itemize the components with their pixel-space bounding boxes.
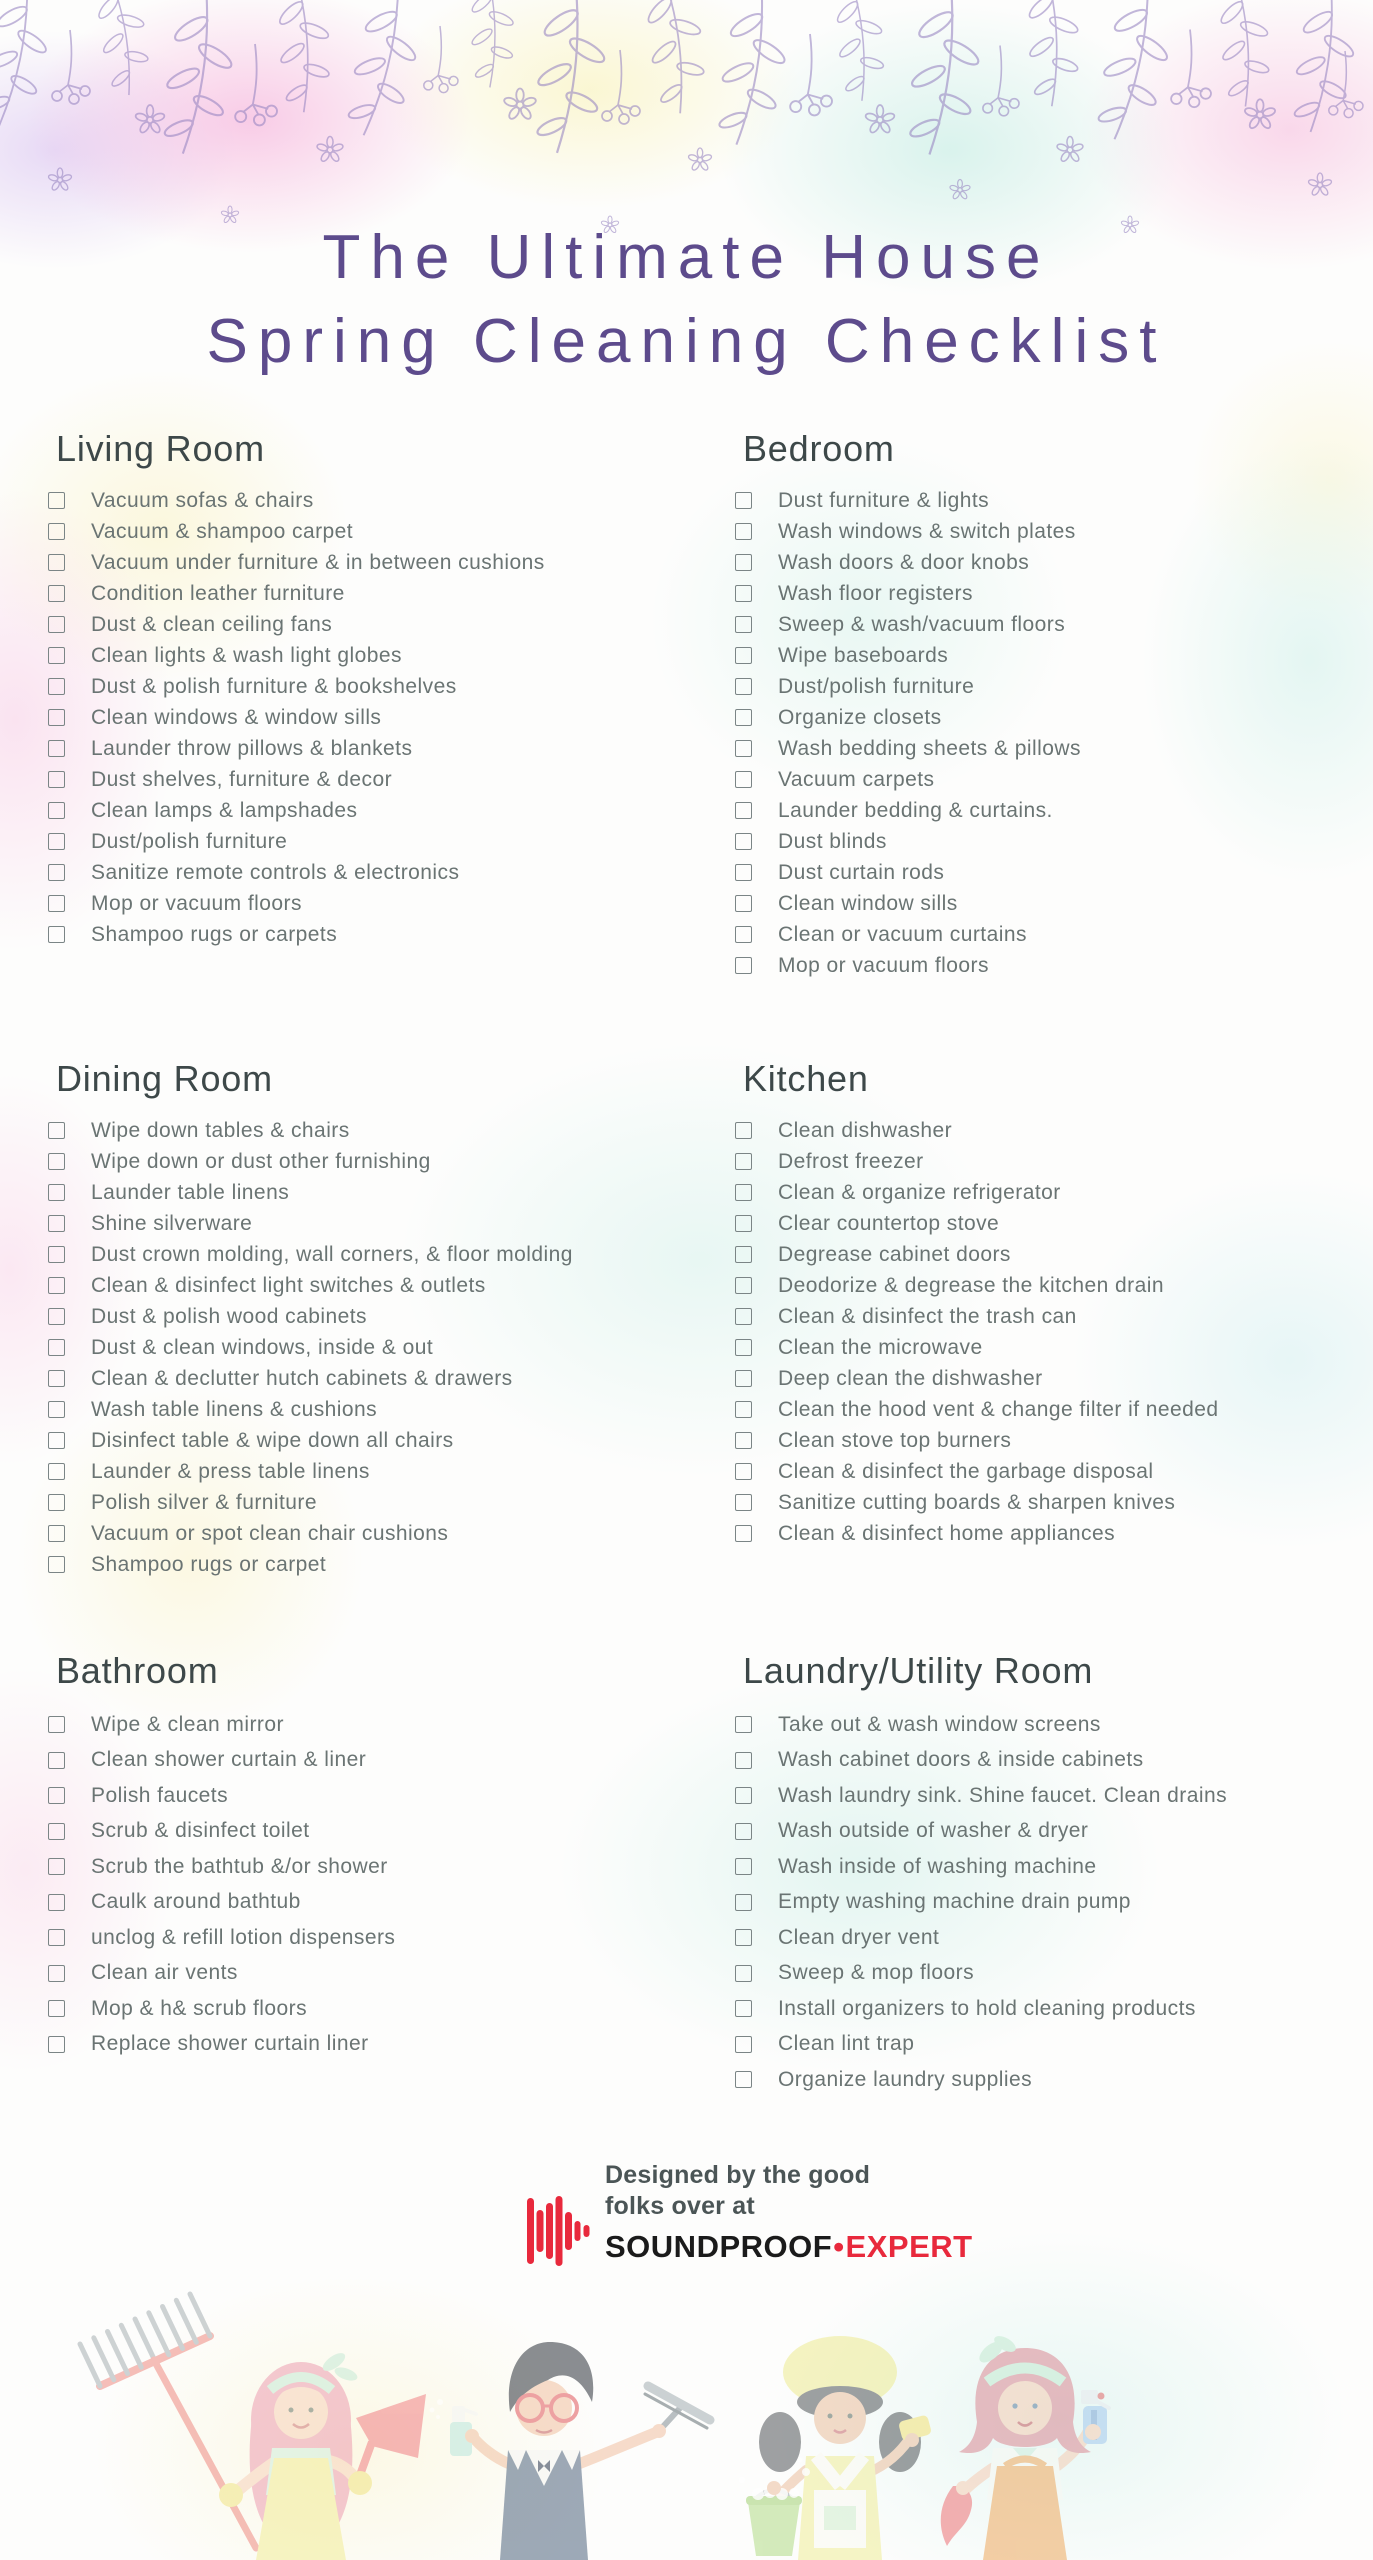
- checklist-item: [48, 1394, 693, 1425]
- checklist-item: [735, 795, 1373, 826]
- checklist-item: [735, 1332, 1373, 1363]
- checklist-item-label: Scrub & disinfect toilet: [91, 1819, 310, 1843]
- checklist-item-label: Wash outside of washer & dryer: [778, 1819, 1089, 1843]
- checklist-item-label: Scrub the bathtub &/or shower: [91, 1854, 388, 1878]
- checklist-item: [48, 1885, 693, 1921]
- checklist-item-label: Mop & h& scrub floors: [91, 1996, 308, 2020]
- checklist-item-label: Caulk around bathtub: [91, 1890, 301, 1914]
- checklist-item-label: Dust blinds: [778, 829, 887, 853]
- checklist-item: [48, 1177, 693, 1208]
- checklist-item: [735, 1920, 1373, 1956]
- checklist-item-label: Clean stove top burners: [778, 1428, 1012, 1452]
- footer-tagline-line1: Designed by the good: [605, 2161, 871, 2189]
- checklist-item: [735, 1146, 1373, 1177]
- checklist-item-label: Vacuum or spot clean chair cushions: [91, 1521, 449, 1545]
- maid-with-spray-bottle-illustration: [941, 2333, 1109, 2560]
- section-heading: Living Room: [56, 428, 265, 469]
- checklist-item-label: Clean the microwave: [778, 1335, 983, 1359]
- checkbox-icon[interactable]: [735, 1525, 752, 1542]
- footer-tagline-line2: folks over at: [605, 2192, 755, 2220]
- checkbox-icon[interactable]: [735, 554, 752, 571]
- checkbox-icon[interactable]: [48, 1463, 65, 1480]
- checklist-item-label: Sweep & wash/vacuum floors: [778, 612, 1066, 636]
- checkbox-icon[interactable]: [48, 740, 65, 757]
- checkbox-icon[interactable]: [735, 1401, 752, 1418]
- checkbox-icon[interactable]: [48, 1752, 65, 1769]
- checklist-item-label: Clean window sills: [778, 891, 958, 915]
- checkbox-icon[interactable]: [735, 1184, 752, 1201]
- maid-with-rake-illustration: [80, 2294, 426, 2560]
- checkbox-icon[interactable]: [735, 2071, 752, 2088]
- checklist-item-label: Clean lights & wash light globes: [91, 643, 402, 667]
- section-kitchen: [735, 1058, 1373, 1549]
- checklist-item: [48, 1814, 693, 1850]
- checklist-item: [735, 485, 1373, 516]
- checklist-item: [48, 1208, 693, 1239]
- checkbox-icon[interactable]: [48, 2000, 65, 2017]
- checkbox-icon[interactable]: [48, 1929, 65, 1946]
- checkbox-icon[interactable]: [48, 895, 65, 912]
- checklist-item: [735, 609, 1373, 640]
- checklist-item-label: Defrost freezer: [778, 1149, 924, 1173]
- checklist-item-label: Sanitize cutting boards & sharpen knives: [778, 1490, 1176, 1514]
- checklist-item: [48, 733, 693, 764]
- checklist-item-label: Wash windows & switch plates: [778, 519, 1076, 543]
- checklist-item-label: Polish silver & furniture: [91, 1490, 317, 1514]
- section-heading: Bathroom: [56, 1650, 219, 1691]
- checklist-item: [735, 1115, 1373, 1146]
- checklist-item-label: Launder table linens: [91, 1180, 290, 1204]
- checkbox-icon[interactable]: [735, 2000, 752, 2017]
- checklist: [735, 1707, 1373, 2098]
- checkbox-icon[interactable]: [735, 1339, 752, 1356]
- checkbox-icon[interactable]: [48, 1122, 65, 1139]
- title-line-2: Spring Cleaning Checklist: [206, 307, 1167, 376]
- checklist-item: [735, 1363, 1373, 1394]
- checkbox-icon[interactable]: [48, 771, 65, 788]
- checklist-item-label: Vacuum & shampoo carpet: [91, 519, 354, 543]
- checkbox-icon[interactable]: [735, 1370, 752, 1387]
- checklist: [735, 1115, 1373, 1549]
- checklist-item: [48, 547, 693, 578]
- checklist-item: [735, 1487, 1373, 1518]
- checklist-item-label: Launder throw pillows & blankets: [91, 736, 413, 760]
- checklist-item: [48, 1849, 693, 1885]
- checkbox-icon[interactable]: [48, 554, 65, 571]
- checkbox-icon[interactable]: [48, 523, 65, 540]
- section-dining-room: [48, 1058, 693, 1580]
- checklist-item-label: Deep clean the dishwasher: [778, 1366, 1043, 1390]
- checkbox-icon[interactable]: [48, 1370, 65, 1387]
- checklist-item-label: Clean or vacuum curtains: [778, 922, 1027, 946]
- checklist-item: [48, 702, 693, 733]
- checklist-item-label: Wash floor registers: [778, 581, 973, 605]
- checklist-item: [48, 1549, 693, 1580]
- checkbox-icon[interactable]: [735, 1752, 752, 1769]
- checklist-item: [48, 640, 693, 671]
- checklist-item: [48, 1991, 693, 2027]
- cleaner-with-squeegee-illustration: [430, 2342, 711, 2560]
- checkbox-icon[interactable]: [735, 1494, 752, 1511]
- checklist-item: [48, 516, 693, 547]
- checklist-item-label: Clean dishwasher: [778, 1118, 953, 1142]
- checklist-item: [48, 1707, 693, 1743]
- checkbox-icon[interactable]: [735, 678, 752, 695]
- checkbox-icon[interactable]: [735, 616, 752, 633]
- checkbox-icon[interactable]: [735, 1277, 752, 1294]
- cleaning-crew-illustration: [0, 2290, 1373, 2560]
- checkbox-icon[interactable]: [48, 492, 65, 509]
- checklist-item-label: Shine silverware: [91, 1211, 253, 1235]
- checklist-item-label: Disinfect table & wipe down all chairs: [91, 1428, 454, 1452]
- section-heading: Bedroom: [743, 428, 895, 469]
- checklist-item-label: Dust & clean windows, inside & out: [91, 1335, 434, 1359]
- checklist-item: [735, 1301, 1373, 1332]
- checklist-item-label: Mop or vacuum floors: [778, 953, 989, 977]
- checklist-item-label: Wash inside of washing machine: [778, 1854, 1097, 1878]
- checkbox-icon[interactable]: [735, 957, 752, 974]
- checklist-item-label: Dust/polish furniture: [91, 829, 288, 853]
- checklist-item-label: Degrease cabinet doors: [778, 1242, 1011, 1266]
- checklist-item: [735, 733, 1373, 764]
- checklist-item-label: Vacuum sofas & chairs: [91, 488, 314, 512]
- checkbox-icon[interactable]: [735, 926, 752, 943]
- brand-wordmark: [605, 2229, 973, 2265]
- checkbox-icon[interactable]: [48, 1277, 65, 1294]
- checkbox-icon[interactable]: [735, 1929, 752, 1946]
- section-bathroom: [48, 1650, 693, 2062]
- checklist-item: [735, 1743, 1373, 1779]
- checklist-item: [735, 516, 1373, 547]
- checklist: [48, 1707, 693, 2062]
- checklist-item: [48, 1425, 693, 1456]
- checklist-item: [48, 1456, 693, 1487]
- checklist-item-label: Wash bedding sheets & pillows: [778, 736, 1081, 760]
- checklist-item-label: unclog & refill lotion dispensers: [91, 1925, 396, 1949]
- checklist-item: [735, 1956, 1373, 1992]
- checkbox-icon[interactable]: [735, 1787, 752, 1804]
- checkbox-icon[interactable]: [48, 1246, 65, 1263]
- checkbox-icon[interactable]: [735, 1215, 752, 1232]
- checklist-item-label: Dust crown molding, wall corners, & floor molding: [91, 1242, 573, 1266]
- footer-credit: [527, 2160, 973, 2265]
- checklist-item-label: Condition leather furniture: [91, 581, 345, 605]
- checkbox-icon[interactable]: [735, 585, 752, 602]
- checkbox-icon[interactable]: [48, 1432, 65, 1449]
- checklist-item: [48, 485, 693, 516]
- checklist-item: [48, 1146, 693, 1177]
- maid-with-bucket-illustration: [739, 2336, 932, 2560]
- checklist-item: [735, 1177, 1373, 1208]
- checklist-item: [735, 2027, 1373, 2063]
- section-bedroom: [735, 428, 1373, 981]
- checklist-item: [735, 578, 1373, 609]
- checklist-item-label: Wash laundry sink. Shine faucet. Clean drains: [778, 1783, 1228, 1807]
- checkbox-icon[interactable]: [48, 1401, 65, 1418]
- checkbox-icon[interactable]: [48, 647, 65, 664]
- checklist-item: [48, 1270, 693, 1301]
- checkbox-icon[interactable]: [735, 864, 752, 881]
- checklist-item: [48, 1956, 693, 1992]
- checkbox-icon[interactable]: [735, 523, 752, 540]
- checklist-item-label: Shampoo rugs or carpets: [91, 922, 338, 946]
- checklist-item-label: Clean shower curtain & liner: [91, 1748, 367, 1772]
- checkbox-icon[interactable]: [48, 1494, 65, 1511]
- checklist-item: [48, 1332, 693, 1363]
- checkbox-icon[interactable]: [735, 492, 752, 509]
- checklist-item-label: Replace shower curtain liner: [91, 2032, 369, 2056]
- section-living-room: [48, 428, 693, 950]
- checkbox-icon[interactable]: [735, 1823, 752, 1840]
- checkbox-icon[interactable]: [48, 1858, 65, 1875]
- checkbox-icon[interactable]: [48, 1894, 65, 1911]
- brand-expert-label: EXPERT: [845, 2229, 973, 2264]
- checklist-item-label: Dust & clean ceiling fans: [91, 612, 333, 636]
- checklist-item-label: Shampoo rugs or carpet: [91, 1552, 327, 1576]
- checkbox-icon[interactable]: [48, 1823, 65, 1840]
- checklist-item-label: Launder & press table linens: [91, 1459, 370, 1483]
- checklist-item: [735, 1456, 1373, 1487]
- checkbox-icon[interactable]: [735, 1965, 752, 1982]
- checkbox-icon[interactable]: [48, 1215, 65, 1232]
- checklist-item-label: Wipe & clean mirror: [91, 1712, 284, 1736]
- checklist-item: [48, 1487, 693, 1518]
- checklist-item: [48, 857, 693, 888]
- checklist-item: [48, 609, 693, 640]
- checklist-item-label: Organize laundry supplies: [778, 2067, 1033, 2091]
- checklist: [48, 1115, 693, 1580]
- checkbox-icon[interactable]: [48, 1716, 65, 1733]
- checklist: [48, 485, 693, 950]
- checklist-item-label: Dust shelves, furniture & decor: [91, 767, 393, 791]
- checklist-item-label: Polish faucets: [91, 1783, 229, 1807]
- checkbox-icon[interactable]: [48, 833, 65, 850]
- checklist-item: [735, 1425, 1373, 1456]
- checklist-item: [735, 1991, 1373, 2027]
- footer-text-block: [605, 2160, 973, 2265]
- checklist-item: [735, 1239, 1373, 1270]
- checklist-item-label: Clean windows & window sills: [91, 705, 382, 729]
- checklist-item: [48, 1920, 693, 1956]
- checklist-item-label: Clean & disinfect home appliances: [778, 1521, 1116, 1545]
- checkbox-icon[interactable]: [48, 1153, 65, 1170]
- checkbox-icon[interactable]: [48, 1525, 65, 1542]
- checklist-item-label: Mop or vacuum floors: [91, 891, 302, 915]
- checklist-item-label: Take out & wash window screens: [778, 1712, 1101, 1736]
- checklist-item: [48, 1115, 693, 1146]
- checkbox-icon[interactable]: [735, 1894, 752, 1911]
- checklist-item-label: Sanitize remote controls & electronics: [91, 860, 460, 884]
- page-title: [0, 216, 1373, 384]
- checklist-item-label: Dust & polish wood cabinets: [91, 1304, 367, 1328]
- checkbox-icon[interactable]: [735, 2036, 752, 2053]
- checklist-item-label: Clean & organize refrigerator: [778, 1180, 1061, 1204]
- checklist-item: [48, 578, 693, 609]
- checkbox-icon[interactable]: [48, 1556, 65, 1573]
- checklist-item-label: Clean the hood vent & change filter if needed: [778, 1397, 1219, 1421]
- checkbox-icon[interactable]: [735, 771, 752, 788]
- checklist-item: [48, 1301, 693, 1332]
- checklist-item: [48, 1743, 693, 1779]
- checkbox-icon[interactable]: [735, 802, 752, 819]
- checklist-item: [735, 857, 1373, 888]
- checklist-item: [48, 919, 693, 950]
- checklist-item-label: Clean air vents: [91, 1961, 238, 1985]
- checklist-item: [735, 1885, 1373, 1921]
- checkbox-icon[interactable]: [48, 678, 65, 695]
- checkbox-icon[interactable]: [735, 1858, 752, 1875]
- checklist-item: [735, 888, 1373, 919]
- checkbox-icon[interactable]: [735, 647, 752, 664]
- checkbox-icon[interactable]: [735, 1716, 752, 1733]
- checklist-item: [48, 1778, 693, 1814]
- checklist-item-label: Clean lint trap: [778, 2032, 915, 2056]
- checklist-item: [735, 1270, 1373, 1301]
- checklist-item-label: Wash cabinet doors & inside cabinets: [778, 1748, 1144, 1772]
- title-line-1: The Ultimate House: [322, 223, 1051, 292]
- checklist-item-label: Vacuum under furniture & in between cushions: [91, 550, 545, 574]
- checklist-item: [48, 764, 693, 795]
- section-laundry-utility-room: [735, 1650, 1373, 2098]
- checkbox-icon[interactable]: [48, 802, 65, 819]
- checklist-item-label: Wipe baseboards: [778, 643, 949, 667]
- checklist-item: [48, 1239, 693, 1270]
- checklist-item: [735, 1394, 1373, 1425]
- checklist-item-label: Dust furniture & lights: [778, 488, 990, 512]
- checkbox-icon[interactable]: [48, 616, 65, 633]
- checklist-item: [735, 1849, 1373, 1885]
- checkbox-icon[interactable]: [735, 1122, 752, 1139]
- checkbox-icon[interactable]: [735, 1463, 752, 1480]
- checkbox-icon[interactable]: [48, 709, 65, 726]
- checklist-item-label: Clean & disinfect the trash can: [778, 1304, 1077, 1328]
- checklist-item: [48, 2027, 693, 2063]
- section-heading: Dining Room: [56, 1058, 273, 1099]
- checklist-item-label: Clear countertop stove: [778, 1211, 1000, 1235]
- checklist-item: [48, 795, 693, 826]
- checklist-item-label: Dust/polish furniture: [778, 674, 975, 698]
- checklist-item: [735, 919, 1373, 950]
- checklist-item: [48, 671, 693, 702]
- checklist-item-label: Dust & polish furniture & bookshelves: [91, 674, 457, 698]
- checklist-item: [48, 826, 693, 857]
- checklist-item-label: Wipe down tables & chairs: [91, 1118, 350, 1142]
- checkbox-icon[interactable]: [735, 1308, 752, 1325]
- checklist-item: [735, 1814, 1373, 1850]
- checklist-item: [735, 1707, 1373, 1743]
- checklist-item: [735, 1208, 1373, 1239]
- checklist-item: [735, 671, 1373, 702]
- checkbox-icon[interactable]: [48, 926, 65, 943]
- checklist-item-label: Dust curtain rods: [778, 860, 945, 884]
- checklist-item-label: Wash table linens & cushions: [91, 1397, 378, 1421]
- checklist-item-label: Launder bedding & curtains.: [778, 798, 1053, 822]
- checklist-item-label: Install organizers to hold cleaning products: [778, 1996, 1196, 2020]
- checkbox-icon[interactable]: [735, 833, 752, 850]
- checklist-item-label: Clean & disinfect the garbage disposal: [778, 1459, 1154, 1483]
- checkbox-icon[interactable]: [735, 895, 752, 912]
- checkbox-icon[interactable]: [735, 1246, 752, 1263]
- soundwave-bars-icon: [527, 2194, 593, 2268]
- checkbox-icon[interactable]: [735, 740, 752, 757]
- checklist-item-label: Clean lamps & lampshades: [91, 798, 358, 822]
- checkbox-icon[interactable]: [48, 864, 65, 881]
- checkbox-icon[interactable]: [48, 1184, 65, 1201]
- brand-dot-icon: •: [833, 2229, 845, 2264]
- checkbox-icon[interactable]: [48, 1965, 65, 1982]
- checklist-item: [735, 1778, 1373, 1814]
- checklist-item: [735, 1518, 1373, 1549]
- checklist-item-label: Clean & disinfect light switches & outlets: [91, 1273, 486, 1297]
- section-heading: Laundry/Utility Room: [743, 1650, 1094, 1691]
- checklist-item: [735, 764, 1373, 795]
- checklist-item: [735, 826, 1373, 857]
- checklist: [735, 485, 1373, 981]
- checkbox-icon[interactable]: [48, 2036, 65, 2053]
- checklist-item: [48, 888, 693, 919]
- checklist-item-label: Organize closets: [778, 705, 942, 729]
- checklist-item: [735, 640, 1373, 671]
- checkbox-icon[interactable]: [735, 1153, 752, 1170]
- checkbox-icon[interactable]: [48, 1308, 65, 1325]
- checklist-item: [735, 547, 1373, 578]
- checklist-item: [735, 2062, 1373, 2098]
- checklist-item-label: Clean dryer vent: [778, 1925, 940, 1949]
- checklist-item-label: Vacuum carpets: [778, 767, 935, 791]
- brand-soundproof-label: SOUNDPROOF: [605, 2229, 833, 2264]
- checklist-item: [48, 1363, 693, 1394]
- checklist-item: [48, 1518, 693, 1549]
- checklist-item-label: Clean & declutter hutch cabinets & drawers: [91, 1366, 513, 1390]
- checkbox-icon[interactable]: [48, 1787, 65, 1804]
- checkbox-icon[interactable]: [735, 709, 752, 726]
- checklist-item-label: Deodorize & degrease the kitchen drain: [778, 1273, 1164, 1297]
- checkbox-icon[interactable]: [735, 1432, 752, 1449]
- checkbox-icon[interactable]: [48, 1339, 65, 1356]
- section-heading: Kitchen: [743, 1058, 869, 1099]
- checklist-item-label: Wash doors & door knobs: [778, 550, 1030, 574]
- checklist-item: [735, 950, 1373, 981]
- checklist-item-label: Empty washing machine drain pump: [778, 1890, 1131, 1914]
- checklist-item: [735, 702, 1373, 733]
- checklist-item-label: Wipe down or dust other furnishing: [91, 1149, 431, 1173]
- checklist-item-label: Sweep & mop floors: [778, 1961, 975, 1985]
- checkbox-icon[interactable]: [48, 585, 65, 602]
